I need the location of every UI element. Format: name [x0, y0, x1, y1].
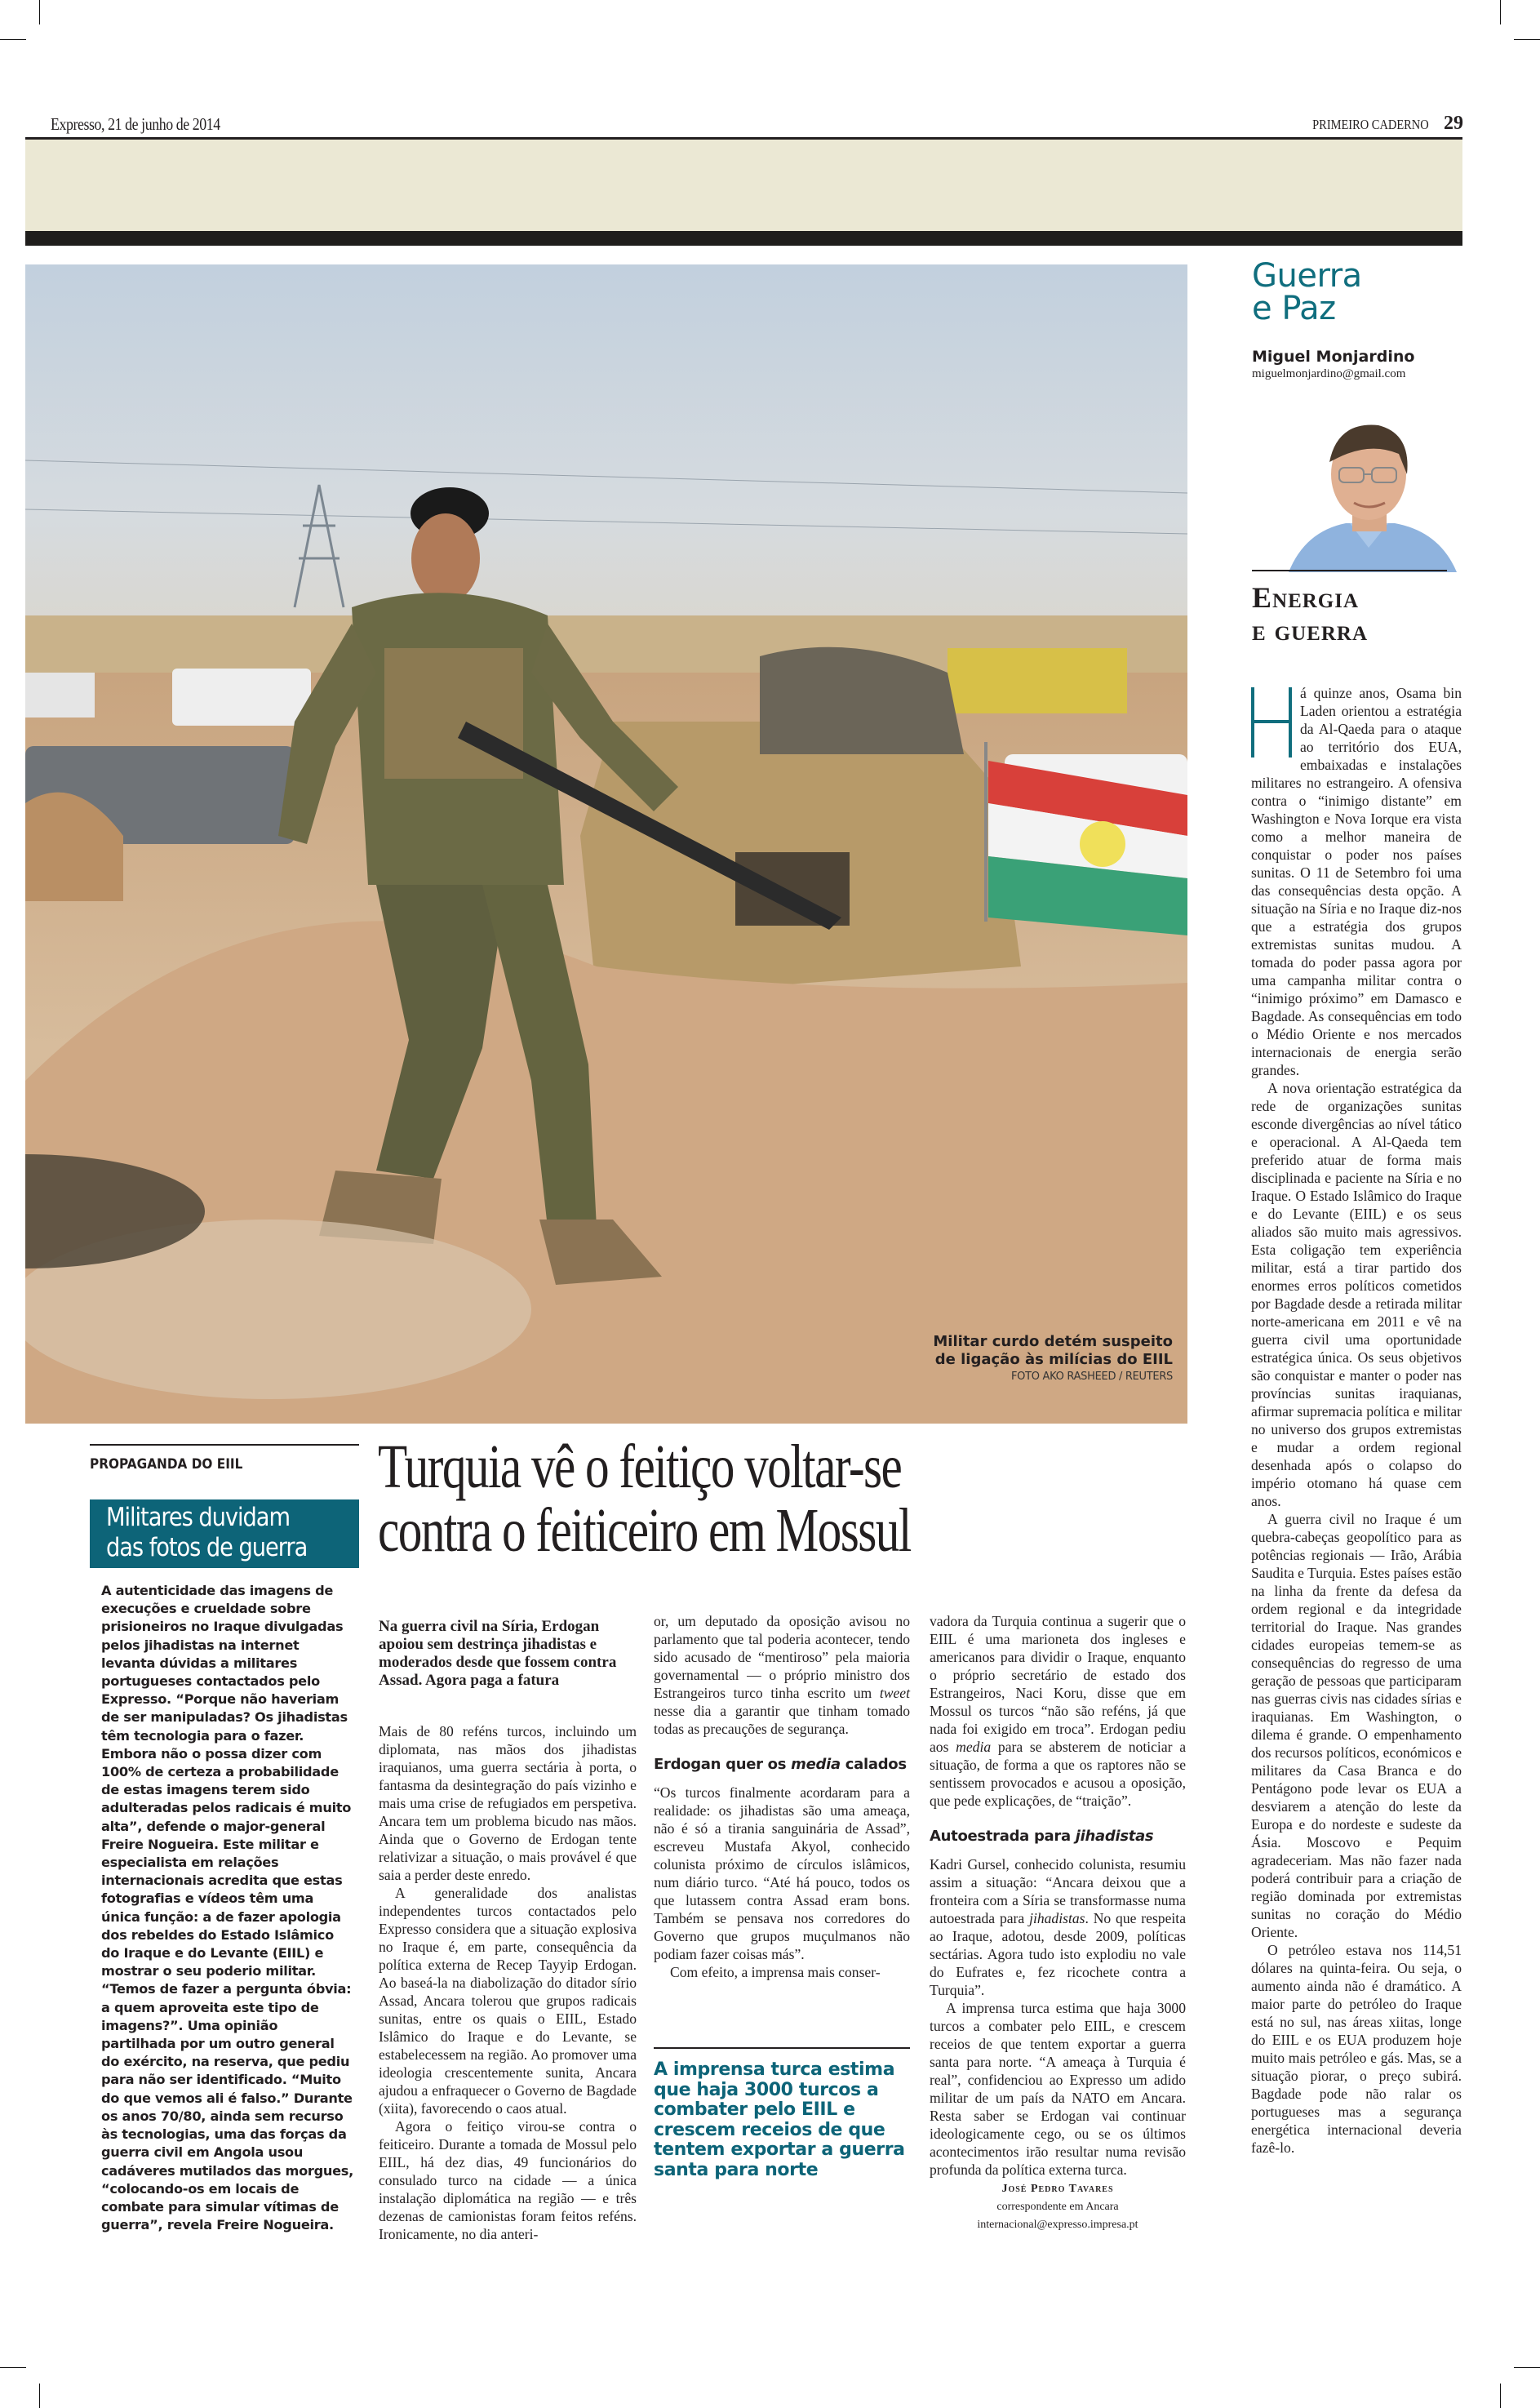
truck	[25, 673, 95, 718]
column-title-line-1: Guerra	[1252, 257, 1362, 295]
article-paragraph: Mais de 80 reféns turcos, incluindo um diplomata, nas mãos dos jihadistas iraquianos, uma guerra sectária à porta, o fantasma da desintegração do país vizinho e mais uma crise de refugiados em perspetiva. Ancara tem um problema bicudo nas mãos. Ainda que o Governo de Erdogan tente relativizar a situação, o mais provável é que saia a perder deste enredo.	[379, 1723, 637, 1883]
article-paragraph: A imprensa turca estima que haja 3000 turcos a combater pelo EIIL, e crescem receios de que tentem exportar a guerra santa para norte. “A ameaça à Turquia é real”, confidenciou ao Expresso um adido militar de um país da NATO em Ancara. Resta saber se Erdogan vai continuar ideologicamente cego, ou se os últimos acontecimentos irão resultar numa revisão profunda da política externa turca.	[930, 2000, 1186, 2178]
column-paragraph: A nova orientação estratégica da rede de organizações sunitas esconde divergências ao nível tático e operacional. A Al-Qaeda tem preferido atuar de forma mais disciplinada e paciente na Síria e no Iraque. O Estado Islâmico do Iraque e do Levante (EIIL) e os seus aliados são muito mais agressivos. Esta coligação tem experiência militar, está a tirar partido dos enormes erros políticos cometidos por Bagdade desde a retirada militar norte-americana em 2011 e vê na guerra civil uma oportunidade estratégica única. Os seus objetivos são conquistar e manter o poder nas províncias sunitas iraquianas, afirmar supremacia política e militar no universo dos grupos extremistas e mudar a ordem regional desenhada após o colapso do império otomano há quase cem anos.	[1251, 1080, 1462, 1509]
author-portrait	[1280, 417, 1457, 572]
sidebar-kicker: PROPAGANDA DO EIIL	[90, 1456, 243, 1473]
article-column-2	[654, 1612, 910, 1981]
column-paragraph: á quinze anos, Osama bin Laden orientou a estratégia da Al-Qaeda para o ataque ao território dos EUA, embaixadas e instalações militares no estrangeiro. A ofensiva contra o “inimigo distante” em Washington e Nova Iorque era vista como a melhor maneira de conquistar o poder nos países sunitas. O 11 de Setembro foi uma das consequências desta opção. A situação na Síria e no Iraque diz-nos que a estratégia dos grupos extremistas sunitas mudou. A tomada do poder passa agora por uma campanha militar contra o “inimigo próximo” em Damasco e Bagdade. As consequências em todo o Médio Oriente e nos mercados internacionais de energia serão grandes.	[1251, 685, 1462, 1078]
pullquote-rule	[654, 2047, 910, 2049]
flag-pole	[984, 742, 987, 922]
sidebar-rule	[90, 1444, 359, 1446]
column-title-line-2: e Paz	[1252, 290, 1336, 327]
column-paragraph: O petróleo estava nos 114,51 dólares na quinta-feira. Ou seja, o aumento ainda não é dramático. A maior parte do petróleo do Iraque está no sul, nas áreas xiitas, longe do EIIL e os EUA produzem hoje muito mais petróleo e gás. Mas, se a situação piorar, o preço subirá. Bagdade pode não ralar os portugueses mas a segurança energética internacional deveria fazê-lo.	[1251, 1942, 1462, 2156]
column-title	[1252, 257, 1362, 327]
headline-line-2: contra o feiticeiro em Mossul	[378, 1496, 911, 1565]
column-headline-line-2: e guerra	[1252, 614, 1369, 646]
byline-role: correspondente em Ancara	[996, 2201, 1119, 2213]
crop-mark	[1514, 39, 1540, 40]
article-paragraph: A generalidade dos analistas independentes turcos contactados pelo Expresso considera que a situação explosiva no Iraque é, em parte, consequência da política externa de Recep Tayyip Erdogan. Ao baseá-la na diabolização do ditador sírio Assad, Ancara tolerou que grupos radicais sunitas, entre os quais o EIIL, Estado Islâmico do Iraque e do Levante, se estabelecessem na região. Ao promover uma ideologia crescentemente sunita, Ancara ajudou a enfraquecer o Governo de Bagdade (xiita), favorecendo o caos atual.	[379, 1885, 637, 2117]
pullquote: A imprensa turca estima que haja 3000 turcos a combater pelo EIIL e crescem receios de que tentem exportar a guerra santa para norte	[654, 2059, 905, 2180]
article-paragraph: “Os turcos finalmente acordaram para a realidade: os jihadistas são uma ameaça, não é só a tirania sanguinária de Assad”, escreveu Mustafa Akyol, conhecido colunista próximo de círculos islâmicos, num diário turco. “Até há pouco, todos os que lutassem contra Assad eram bons. Também se pensava nos corredores do Governo que grupos muçulmanos não podiam fazer coisas más”.	[654, 1784, 910, 1962]
crop-mark	[39, 0, 40, 24]
truck	[172, 669, 311, 726]
page-header-right	[1292, 113, 1463, 135]
sidebar-body: A autenticidade das imagens de execuções e crueldade sobre prisioneiros no Iraque divulgadas pelos jihadistas na internet levanta dúvidas a militares portugueses contactados pelo Expresso. “Porque não haveriam de ser manipuladas? Os jihadistas têm tecnologia para o fazer. Embora não o possa dizer com 100% de certeza a probabilidade de estas imagens terem sido adulteradas pelos radicais é muito alta”, defende o major-general Freire Nogueira. Este militar e especialista em relações internacionais acredita que estas fotografias e vídeos têm uma única função: a de fazer apologia dos rebeldes do Estado Islâmico do Iraque e do Levante (EIIL) e mostrar o seu poderio militar. “Temos de fazer a pergunta óbvia: a quem aproveita este tipo de imagens?”. Uma opinião partilhada por um outro general do exército, na reserva, que pediu para não ser identificado. “Muito do que vemos ali é falso.” Durante os anos 70/80, ainda sem recurso às tecnologias, uma das forças da guerra civil em Angola usou cadáveres mutilados das morgues, “colocando-os em locais de combate para simular vítimas de guerra”, revela Freire Nogueira.	[101, 1583, 353, 2233]
article-headline	[378, 1433, 911, 1565]
article-paragraph: Kadri Gursel, conhecido colunista, resumiu assim a situação: “Ancara deixou que a fronteira com a Síria se transformasse numa autoestrada para jihadistas. No que respeita ao Iraque, adotou, desde 2009, políticas sectárias. Agora tudo isto explodiu no vale do Eufrates e, fez ricochete contra a Turquia”.	[930, 1856, 1186, 1998]
main-photo	[25, 264, 1187, 1424]
article-byline	[930, 2180, 1186, 2234]
article-lead: Na guerra civil na Síria, Erdogan apoiou sem destrinça jihadistas e moderados desde que fossem contra Assad. Agora paga a fatura	[379, 1618, 617, 1689]
column-headline-line-1: Energia	[1252, 581, 1360, 614]
portrait-illustration	[1280, 417, 1457, 572]
dropcap-h	[1251, 687, 1292, 757]
article-subhead: Autoestrada para jihadistas	[930, 1828, 1154, 1845]
column-author: Miguel Monjardino	[1252, 348, 1415, 366]
crop-mark	[0, 39, 26, 40]
byline-name: José Pedro Tavares	[1001, 2183, 1114, 2195]
crop-mark	[1500, 2384, 1501, 2408]
article-paragraph: or, um deputado da oposição avisou no parlamento que tal poderia acontecer, tendo sido acusado de “mentiroso” pela maioria governamental — o próprio ministro dos Estrangeiros turco tinha escrito um tweet nesse dia a garantir que tinham tomado todas as precauções de segurança.	[654, 1613, 910, 1737]
article-column-3	[930, 1612, 1186, 2234]
publication-date: Expresso, 21 de junho de 2014	[51, 114, 220, 134]
article-column-1	[379, 1722, 637, 2243]
section-name: PRIMEIRO CADERNO	[1312, 117, 1429, 132]
sidebar-title-box	[90, 1499, 359, 1568]
sidebar-title-line-2: das fotos de guerra	[106, 1533, 308, 1562]
article-paragraph: Com efeito, a imprensa mais conser-	[670, 1964, 881, 1980]
caption-line-2: de ligação às milícias do EIIL	[934, 1351, 1173, 1368]
column-headline	[1252, 581, 1368, 646]
photo-credit: FOTO AKO RASHEED / REUTERS	[1011, 1371, 1173, 1383]
byline-email[interactable]: internacional@expresso.impresa.pt	[977, 2219, 1138, 2231]
ad-band	[25, 140, 1462, 231]
sidebar-title-line-1: Militares duvidam	[106, 1503, 290, 1532]
article-paragraph: vadora da Turquia continua a sugerir que o EIIL é uma marioneta dos ingleses e americanos para dividir o Iraque, enquanto o próprio secretário de estado dos Estrangeiros, Naci Koru, disse que em Mossul os turcos “não são reféns, já que nada foi exigido em troca”. Erdogan pediu aos media para se absterem de noticiar a situação, de forma a que os raptores não se sentissem provocados e acusou a oposição, que pede explicações, de “traição”.	[930, 1613, 1187, 1809]
article-subhead: Erdogan quer os media calados	[654, 1756, 907, 1773]
photo-caption	[933, 1333, 1173, 1383]
page-number: 29	[1444, 113, 1463, 134]
crop-mark	[0, 2367, 26, 2368]
column-body	[1251, 684, 1462, 2157]
crop-mark	[1514, 2367, 1540, 2368]
column-author-email[interactable]: miguelmonjardino@gmail.com	[1252, 367, 1406, 380]
article-paragraph: Agora o feitiço virou-se contra o feiticeiro. Durante a tomada de Mossul pelo EIIL, há dez dias, 49 funcionários do consulado turco na cidade — a única instalação diplomática na região — e três dezenas de camionistas foram feitos reféns. Ironicamente, no dia anteri-	[379, 2118, 637, 2242]
caption-line-1: Militar curdo detém suspeito	[933, 1333, 1173, 1350]
headline-line-1: Turquia vê o feitiço voltar-se	[378, 1433, 902, 1501]
crop-mark	[39, 2384, 40, 2408]
bulldozer	[948, 648, 1127, 713]
photo-scene	[25, 264, 1187, 1424]
column-paragraph: A guerra civil no Iraque é um quebra-cabeças geopolítico para as potências regionais — Irão, Arábia Saudita e Turquia. Estes países estão na linha da frente da defesa da ordem regional e da integridade territorial do Iraque. Nas grandes cidades europeias temem-se as consequências do regresso de uma geração de pessoas que participaram nas guerras civis nas cidades sírias e iraquianas. Em Washington, o dilema é grande. O empenhamento dos recursos políticos, económicos e militares da Casa Branca e do Pentágono pode levar os EUA a desviarem a atenção do leste da Europa e do nordeste e sudeste da Ásia. Moscovo e Pequim agradeceriam. Mas não fazer nada poderá contribuir para a criação de região dominada por extremistas sunitas no coração do Médio Oriente.	[1251, 1511, 1462, 1940]
section-bar	[25, 231, 1462, 246]
crop-mark	[1500, 0, 1501, 24]
column-divider	[1252, 570, 1447, 571]
